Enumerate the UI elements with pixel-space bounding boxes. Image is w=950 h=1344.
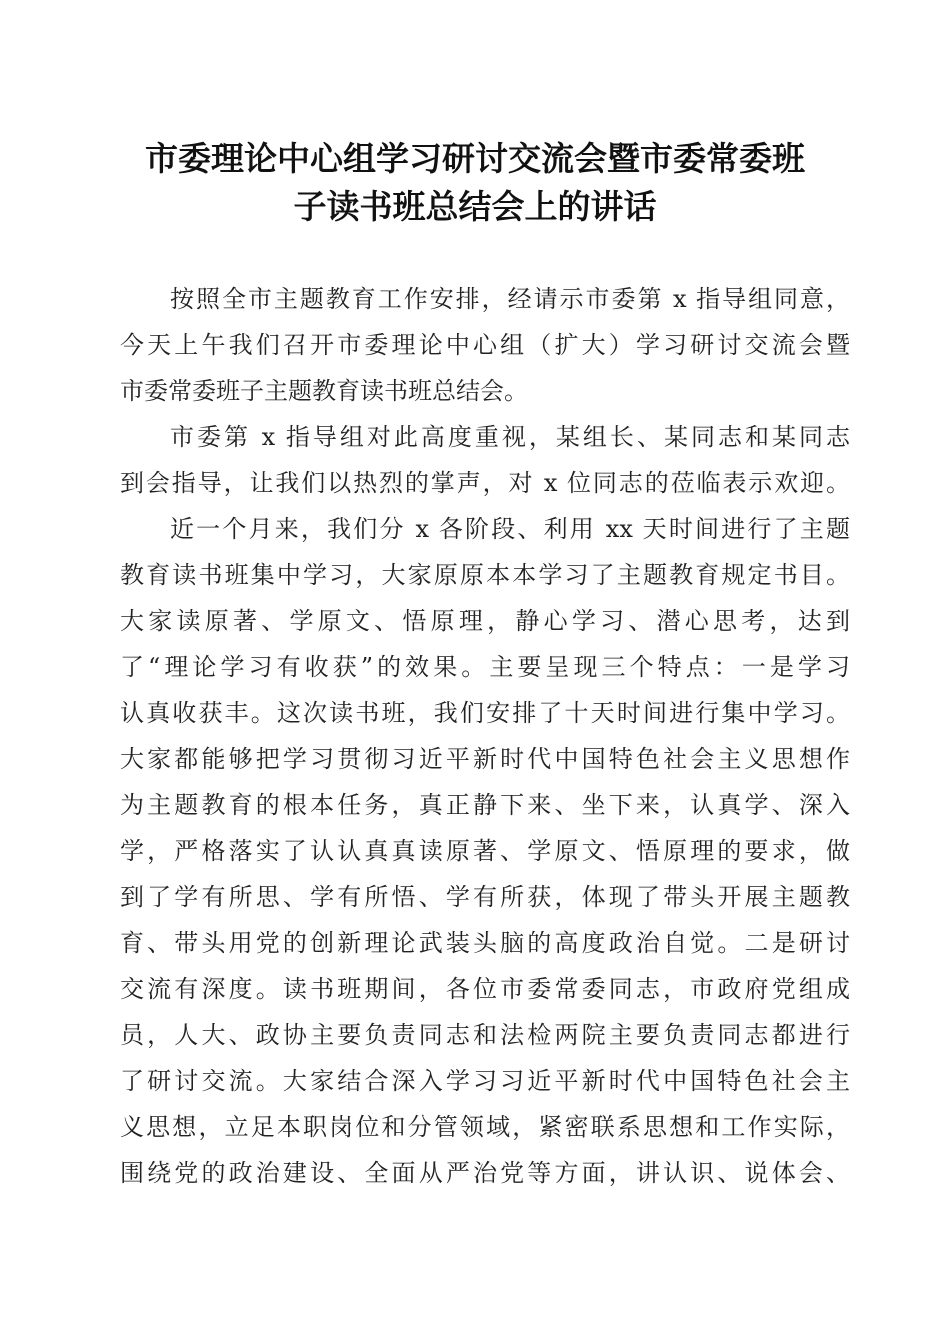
paragraph-line: 教育读书班集中学习，大家原原本本学习了主题教育规定书目。 <box>120 561 850 589</box>
paragraph-line: 围绕党的政治建设、全面从严治党等方面，讲认识、说体会、 <box>120 1159 850 1187</box>
paragraph-line: 了研讨交流。大家结合深入学习习近平新时代中国特色社会主 <box>120 1067 850 1095</box>
document-title-line-2: 子读书班总结会上的讲话 <box>293 187 657 226</box>
paragraph-line: 到会指导，让我们以热烈的掌声，对 x 位同志的莅临表示欢迎。 <box>120 469 850 497</box>
paragraph-line: 认真收获丰。这次读书班，我们安排了十天时间进行集中学习。 <box>120 699 850 727</box>
paragraph-line: 育、带头用党的创新理论武装头脑的高度政治自觉。二是研讨 <box>120 929 850 957</box>
paragraph-line: 今天上午我们召开市委理论中心组（扩大）学习研讨交流会暨 <box>120 331 850 359</box>
paragraph-line: 大家读原著、学原文、悟原理，静心学习、潜心思考，达到 <box>120 607 850 635</box>
paragraph-line: 员，人大、政协主要负责同志和法检两院主要负责同志都进行 <box>120 1021 850 1049</box>
document-title-line-1: 市委理论中心组学习研讨交流会暨市委常委班 <box>145 139 805 178</box>
paragraph-line: 到了学有所思、学有所悟、学有所获，体现了带头开展主题教 <box>120 883 850 911</box>
paragraph-line: 按照全市主题教育工作安排，经请示市委第 x 指导组同意， <box>170 285 850 313</box>
paragraph-line: 了“理论学习有收获”的效果。主要呈现三个特点：一是学习 <box>120 653 850 681</box>
paragraph-line: 义思想，立足本职岗位和分管领域，紧密联系思想和工作实际， <box>120 1113 850 1141</box>
paragraph-line: 市委第 x 指导组对此高度重视，某组长、某同志和某同志 <box>170 423 850 451</box>
paragraph-line: 近一个月来，我们分 x 各阶段、利用 xx 天时间进行了主题 <box>170 515 850 543</box>
paragraph-line: 市委常委班子主题教育读书班总结会。 <box>120 377 528 405</box>
paragraph-line: 交流有深度。读书班期间，各位市委常委同志，市政府党组成 <box>120 975 850 1003</box>
paragraph-line: 为主题教育的根本任务，真正静下来、坐下来，认真学、深入 <box>120 791 850 819</box>
paragraph-line: 大家都能够把学习贯彻习近平新时代中国特色社会主义思想作 <box>120 745 850 773</box>
paragraph-line: 学，严格落实了认认真真读原著、学原文、悟原理的要求，做 <box>120 837 850 865</box>
